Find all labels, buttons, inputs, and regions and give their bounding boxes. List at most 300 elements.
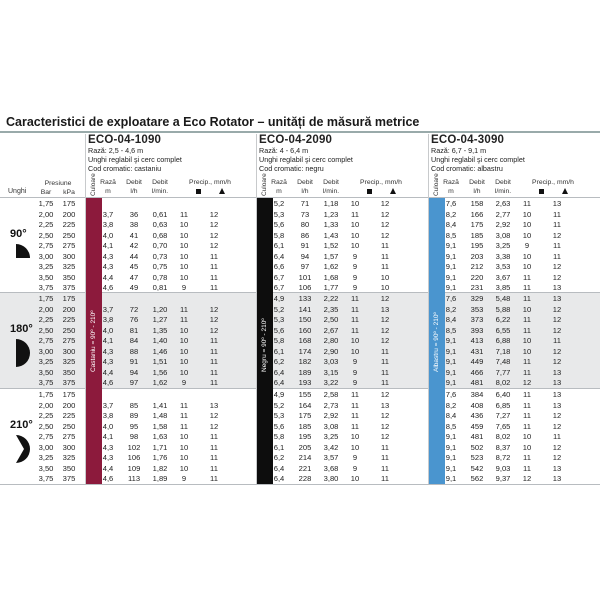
page-title: Caracteristici de exploatare a Eco Rotator – unități de măsură metrice [6,115,420,129]
pressure-kpa: 250 [62,421,76,431]
square-spacing-icon [196,189,201,194]
cell-debit-lmin: 0,61 [152,209,168,219]
cell-precip-square: 11 [180,304,188,314]
cell-debit-lmin: 1,35 [152,325,168,335]
cell-debit-lh: 133 [298,294,312,303]
cell-debit-lh: 195 [298,432,312,442]
cell-debit-lh: 85 [129,400,139,410]
cell-debit-lh: 174 [298,346,312,356]
cell-raza: 3,7 [102,304,114,314]
angle-label: 210° [10,419,33,431]
triangle-spacing-icon [390,188,396,194]
debit-lh-unit: l/h [473,188,481,195]
cell-precip-triangle: 11 [553,241,561,251]
cell-precip-triangle: 12 [209,209,219,219]
cell-precip-square: 11 [180,400,188,410]
cell-precip-square: 10 [522,304,532,314]
pressure-kpa: 275 [62,336,76,346]
cell-precip-square: 11 [523,325,531,335]
debit-lh-unit: l/h [130,188,138,195]
cell-raza: 6,6 [273,262,285,272]
pressure-bar: 2,00 [38,209,54,219]
cell-precip-triangle: 11 [381,262,389,272]
cell-debit-lh: 89 [129,411,139,421]
cell-debit-lmin: 1,68 [323,272,339,282]
cell-debit-lmin: 1,51 [152,357,168,367]
cell-precip-triangle: 12 [209,304,219,314]
cell-debit-lmin: 8,37 [495,442,511,452]
cell-precip-triangle: 13 [552,367,562,377]
pressure-kpa: 175 [62,294,76,303]
cell-debit-lmin: 1,20 [152,304,168,314]
cell-precip-triangle: 12 [380,432,390,442]
pressure-kpa: 350 [62,367,76,377]
cell-precip-square: 11 [180,421,188,431]
cell-debit-lmin: 2,77 [495,209,511,219]
cell-raza: 5,2 [273,400,285,410]
cell-precip-triangle: 11 [210,463,218,473]
culoare-header: Culoare [90,173,97,196]
cell-precip-square: 10 [179,272,189,282]
cell-debit-lh: 502 [470,442,484,452]
cell-debit-lmin: 1,52 [323,241,339,251]
pressure-kpa: 350 [62,272,76,282]
cell-debit-lh: 150 [298,315,312,325]
cell-debit-lh: 562 [470,474,484,484]
cell-debit-lh: 384 [470,390,484,399]
pressure-kpa: 250 [62,325,76,335]
cell-raza: 9,1 [445,262,457,272]
cell-debit-lmin: 6,55 [495,325,511,335]
cell-debit-lmin: 5,88 [495,304,511,314]
culoare-header: Culoare [433,173,440,196]
cell-debit-lmin: 8,72 [495,453,511,463]
model-arc: Unghi reglabil şi cerc complet [431,155,525,164]
pressure-kpa: 300 [62,251,76,261]
cell-debit-lmin: 2,92 [495,220,511,230]
cell-raza: 6,4 [273,378,285,388]
cell-precip-square: 10 [179,463,189,473]
arc-pattern-icon [14,242,36,272]
cell-precip-square: 10 [522,230,532,240]
raza-header: Rază [100,179,116,186]
cell-raza: 6,7 [273,272,285,282]
cell-precip-triangle: 13 [552,283,562,293]
cell-precip-triangle: 11 [210,283,218,293]
cell-precip-triangle: 11 [210,251,218,261]
cell-precip-square: 10 [522,251,532,261]
cell-precip-triangle: 13 [380,304,390,314]
cell-raza: 4,0 [102,421,114,431]
cell-debit-lmin: 3,53 [495,262,511,272]
cell-precip-square: 9 [352,367,358,377]
cell-raza: 3,8 [102,315,114,325]
cell-precip-square: 9 [352,262,358,272]
cell-debit-lmin: 3,03 [323,357,339,367]
cell-raza: 8,5 [445,421,457,431]
cell-debit-lh: 76 [129,315,139,325]
debit-lmin-header: Debit [495,179,511,186]
cell-debit-lh: 86 [300,230,310,240]
cell-debit-lmin: 3,85 [495,283,511,293]
cell-precip-triangle: 12 [209,411,219,421]
cell-debit-lmin: 8,02 [495,432,511,442]
cell-raza: 9,1 [445,346,457,356]
cell-precip-square: 9 [524,241,530,251]
cell-precip-square: 11 [523,421,531,431]
arc-pattern-icon [14,337,36,367]
cell-debit-lmin: 2,58 [323,390,339,399]
cell-precip-square: 10 [350,230,360,240]
table-bottom-rule [0,484,600,485]
raza-header: Rază [271,179,287,186]
cell-precip-square: 10 [350,336,360,346]
cell-precip-triangle: 12 [552,411,562,421]
cell-debit-lmin: 0,63 [152,220,168,230]
cell-raza: 5,6 [273,421,285,431]
cell-debit-lmin: 3,42 [323,442,339,452]
cell-precip-square: 11 [523,294,531,303]
cell-raza: 4,3 [102,357,114,367]
cell-raza: 4,1 [102,241,114,251]
cell-debit-lmin: 1,48 [152,411,168,421]
cell-debit-lmin: 2,90 [323,346,339,356]
cell-raza: 4,4 [102,367,114,377]
cell-debit-lmin: 7,77 [495,367,511,377]
cell-raza: 9,1 [445,378,457,388]
pressure-kpa: 300 [62,346,76,356]
cell-precip-triangle: 12 [380,199,390,208]
cell-precip-triangle: 12 [380,325,390,335]
model-code: ECO-04-1090 [88,134,162,146]
cell-raza: 6,1 [273,442,285,452]
cell-raza: 4,1 [102,432,114,442]
cell-precip-square: 10 [179,251,189,261]
pressure-bar: 1,75 [38,294,54,303]
cell-debit-lh: 158 [470,199,484,208]
cell-precip-triangle: 11 [210,336,218,346]
cell-debit-lh: 73 [300,209,310,219]
cell-precip-square: 11 [523,283,531,293]
cell-precip-triangle: 11 [210,272,218,282]
pressure-bar: 2,50 [38,230,54,240]
cell-debit-lh: 228 [298,474,312,484]
cell-precip-triangle: 12 [552,304,562,314]
cell-precip-triangle: 11 [553,251,561,261]
cell-precip-square: 11 [523,199,531,208]
cell-debit-lh: 168 [298,336,312,346]
cell-precip-square: 10 [179,453,189,463]
cell-raza: 6,4 [273,251,285,261]
cell-precip-square: 11 [180,209,188,219]
cell-debit-lmin: 2,50 [323,315,339,325]
cell-precip-square: 10 [179,325,189,335]
model-color-code: Cod cromatic: negru [259,164,324,173]
model-arc: Unghi reglabil şi cerc complet [259,155,353,164]
cell-raza: 8,4 [445,315,457,325]
cell-debit-lh: 94 [129,367,139,377]
cell-debit-lh: 98 [129,432,139,442]
model-arc: Unghi reglabil şi cerc complet [88,155,182,164]
cell-raza: 4,4 [102,272,114,282]
cell-precip-triangle: 13 [552,400,562,410]
cell-debit-lh: 212 [470,262,484,272]
cell-debit-lh: 106 [127,453,141,463]
cell-precip-triangle: 12 [552,315,562,325]
debit-lh-header: Debit [297,179,313,186]
cell-debit-lh: 72 [129,304,139,314]
cell-precip-square: 10 [179,432,189,442]
cell-precip-square: 10 [179,336,189,346]
cell-debit-lh: 97 [300,262,310,272]
cell-debit-lmin: 5,48 [495,294,511,303]
cell-debit-lh: 221 [298,463,312,473]
cell-precip-square: 11 [523,315,531,325]
cell-debit-lh: 95 [129,421,139,431]
cell-debit-lmin: 3,08 [495,230,511,240]
cell-debit-lh: 49 [129,283,139,293]
cell-precip-square: 10 [179,367,189,377]
pressure-bar: 3,25 [38,453,54,463]
cell-debit-lh: 80 [300,220,310,230]
pressure-bar: 2,75 [38,432,54,442]
cell-debit-lh: 71 [300,199,310,208]
triangle-spacing-icon [562,188,568,194]
cell-precip-square: 10 [179,262,189,272]
cell-precip-triangle: 11 [381,251,389,261]
pressure-bar: 3,25 [38,357,54,367]
cell-raza: 4,9 [273,390,285,399]
cell-precip-triangle: 12 [380,336,390,346]
pressure-kpa: 200 [62,304,76,314]
cell-precip-triangle: 12 [552,442,562,452]
cell-debit-lmin: 6,22 [495,315,511,325]
cell-precip-triangle: 11 [381,357,389,367]
cell-precip-triangle: 12 [380,209,390,219]
cell-precip-triangle: 12 [380,230,390,240]
cell-precip-square: 11 [523,390,531,399]
cell-precip-square: 11 [351,315,359,325]
cell-precip-triangle: 11 [210,432,218,442]
cell-debit-lh: 47 [129,272,139,282]
cell-precip-triangle: 12 [209,241,219,251]
cell-precip-triangle: 12 [552,262,562,272]
cell-debit-lh: 42 [129,241,139,251]
cell-precip-square: 10 [522,209,532,219]
cell-raza: 8,5 [445,230,457,240]
cell-debit-lmin: 1,58 [152,421,168,431]
cell-precip-triangle: 10 [380,283,390,293]
cell-raza: 4,3 [102,442,114,452]
cell-debit-lmin: 6,40 [495,390,511,399]
color-bar-label: Negru = 90º - 210º [261,318,268,372]
model-range: Rază: 2,5 - 4,6 m [88,146,144,155]
cell-debit-lmin: 0,73 [152,251,168,261]
raza-unit: m [276,188,282,195]
cell-debit-lh: 231 [470,283,484,293]
cell-raza: 8,2 [445,304,457,314]
model-header-eco-04-3090 [431,134,525,173]
cell-debit-lh: 94 [300,251,310,261]
model-header-eco-04-1090 [88,134,182,173]
cell-raza: 6,4 [273,474,285,484]
cell-debit-lmin: 1,77 [323,283,339,293]
pressure-kpa: 175 [62,390,76,399]
cell-raza: 5,3 [273,411,285,421]
cell-raza: 4,6 [102,283,114,293]
cell-raza: 8,4 [445,220,457,230]
cell-precip-square: 10 [350,474,360,484]
cell-debit-lh: 91 [129,357,139,367]
cell-debit-lh: 88 [129,346,139,356]
cell-raza: 9,1 [445,251,457,261]
pressure-bar: 3,50 [38,272,54,282]
cell-debit-lmin: 9,03 [495,463,511,473]
cell-precip-triangle: 13 [552,294,562,303]
debit-lh-header: Debit [469,179,485,186]
cell-debit-lh: 166 [470,209,484,219]
cell-raza: 5,3 [273,209,285,219]
cell-debit-lh: 393 [470,325,484,335]
cell-debit-lmin: 7,27 [495,411,511,421]
cell-debit-lmin: 0,75 [152,262,168,272]
cell-precip-square: 11 [523,272,531,282]
cell-precip-triangle: 11 [381,442,389,452]
cell-raza: 4,4 [102,463,114,473]
pressure-kpa: 200 [62,209,76,219]
cell-precip-triangle: 11 [210,453,218,463]
cell-debit-lh: 113 [127,474,141,484]
cell-raza: 9,1 [445,241,457,251]
pressure-bar: 2,75 [38,241,54,251]
cell-debit-lmin: 1,46 [152,346,168,356]
cell-raza: 7,6 [445,199,457,208]
cell-raza: 3,7 [102,400,114,410]
cell-precip-triangle: 13 [552,463,562,473]
cell-raza: 4,0 [102,230,114,240]
cell-precip-square: 10 [179,241,189,251]
cell-precip-triangle: 11 [210,378,218,388]
cell-debit-lmin: 1,57 [323,251,339,261]
cell-debit-lmin: 6,85 [495,400,511,410]
cell-debit-lh: 220 [470,272,484,282]
cell-debit-lmin: 3,15 [323,367,339,377]
pressure-kpa: 275 [62,241,76,251]
cell-precip-square: 11 [180,315,188,325]
cell-raza: 3,8 [102,411,114,421]
cell-precip-square: 9 [181,283,187,293]
pressure-bar: 3,75 [38,378,54,388]
cell-debit-lh: 436 [470,411,484,421]
cell-debit-lh: 91 [300,241,310,251]
cell-debit-lmin: 1,40 [152,336,168,346]
pressure-kpa: 175 [62,199,76,208]
cell-debit-lmin: 2,63 [495,199,511,208]
raza-header: Rază [443,179,459,186]
cell-raza: 6,1 [273,241,285,251]
square-spacing-icon [367,189,372,194]
pressure-bar: 3,50 [38,463,54,473]
cell-precip-square: 9 [352,453,358,463]
pressure-kpa: 375 [62,283,76,293]
pressure-bar: 2,25 [38,315,54,325]
cell-precip-square: 10 [522,442,532,452]
angle-header: Unghi [8,188,27,195]
debit-lmin-unit: l/min. [322,188,340,195]
precip-header: Precip., mm/h [360,179,402,186]
cell-precip-triangle: 11 [210,357,218,367]
cell-precip-square: 9 [352,283,358,293]
cell-precip-triangle: 12 [380,421,390,431]
pressure-kpa: 325 [62,262,76,272]
cell-debit-lmin: 7,48 [495,357,511,367]
precip-icons [355,188,407,196]
cell-debit-lmin: 3,57 [323,453,339,463]
raza-unit: m [105,188,111,195]
cell-debit-lh: 36 [129,209,139,219]
cell-precip-square: 12 [522,378,532,388]
cell-precip-triangle: 13 [552,199,562,208]
cell-raza: 5,6 [273,325,285,335]
model-color-code: Cod cromatic: albastru [431,164,503,173]
cell-precip-square: 10 [179,357,189,367]
cell-debit-lmin: 9,37 [495,474,511,484]
cell-raza: 4,3 [102,251,114,261]
precip-header: Precip., mm/h [189,179,231,186]
pressure-kpa: 375 [62,378,76,388]
cell-debit-lmin: 7,18 [495,346,511,356]
pressure-kpa: 275 [62,432,76,442]
cell-precip-square: 11 [351,421,359,431]
cell-raza: 4,6 [102,378,114,388]
cell-debit-lh: 182 [298,357,312,367]
cell-debit-lh: 84 [129,336,139,346]
cell-precip-triangle: 11 [210,367,218,377]
pressure-bar: 2,25 [38,411,54,421]
cell-precip-square: 10 [350,241,360,251]
cell-precip-square: 9 [352,357,358,367]
cell-debit-lh: 189 [298,367,312,377]
cell-precip-square: 10 [350,220,360,230]
cell-precip-triangle: 11 [381,346,389,356]
pressure-kpa: 325 [62,357,76,367]
pressure-bar: 3,50 [38,367,54,377]
cell-raza: 6,2 [273,357,285,367]
cell-raza: 4,0 [102,325,114,335]
cell-debit-lmin: 1,27 [152,315,168,325]
cell-precip-square: 11 [351,294,359,303]
cell-precip-square: 10 [350,199,360,208]
cell-raza: 9,1 [445,367,457,377]
model-range: Rază: 6,7 - 9,1 m [431,146,487,155]
cell-raza: 8,2 [445,209,457,219]
pressure-bar: 3,75 [38,474,54,484]
cell-raza: 6,2 [273,453,285,463]
pressure-kpa: 225 [62,411,76,421]
cell-precip-square: 9 [352,251,358,261]
debit-lmin-header: Debit [323,179,339,186]
cell-precip-triangle: 10 [380,272,390,282]
cell-debit-lh: 44 [129,251,139,261]
cell-debit-lh: 459 [470,421,484,431]
cell-precip-triangle: 11 [210,474,218,484]
cell-precip-square: 11 [351,411,359,421]
cell-precip-triangle: 12 [552,346,562,356]
cell-debit-lh: 185 [470,230,484,240]
cell-precip-square: 9 [181,474,187,484]
cell-precip-triangle: 12 [552,421,562,431]
cell-debit-lh: 101 [298,272,312,282]
